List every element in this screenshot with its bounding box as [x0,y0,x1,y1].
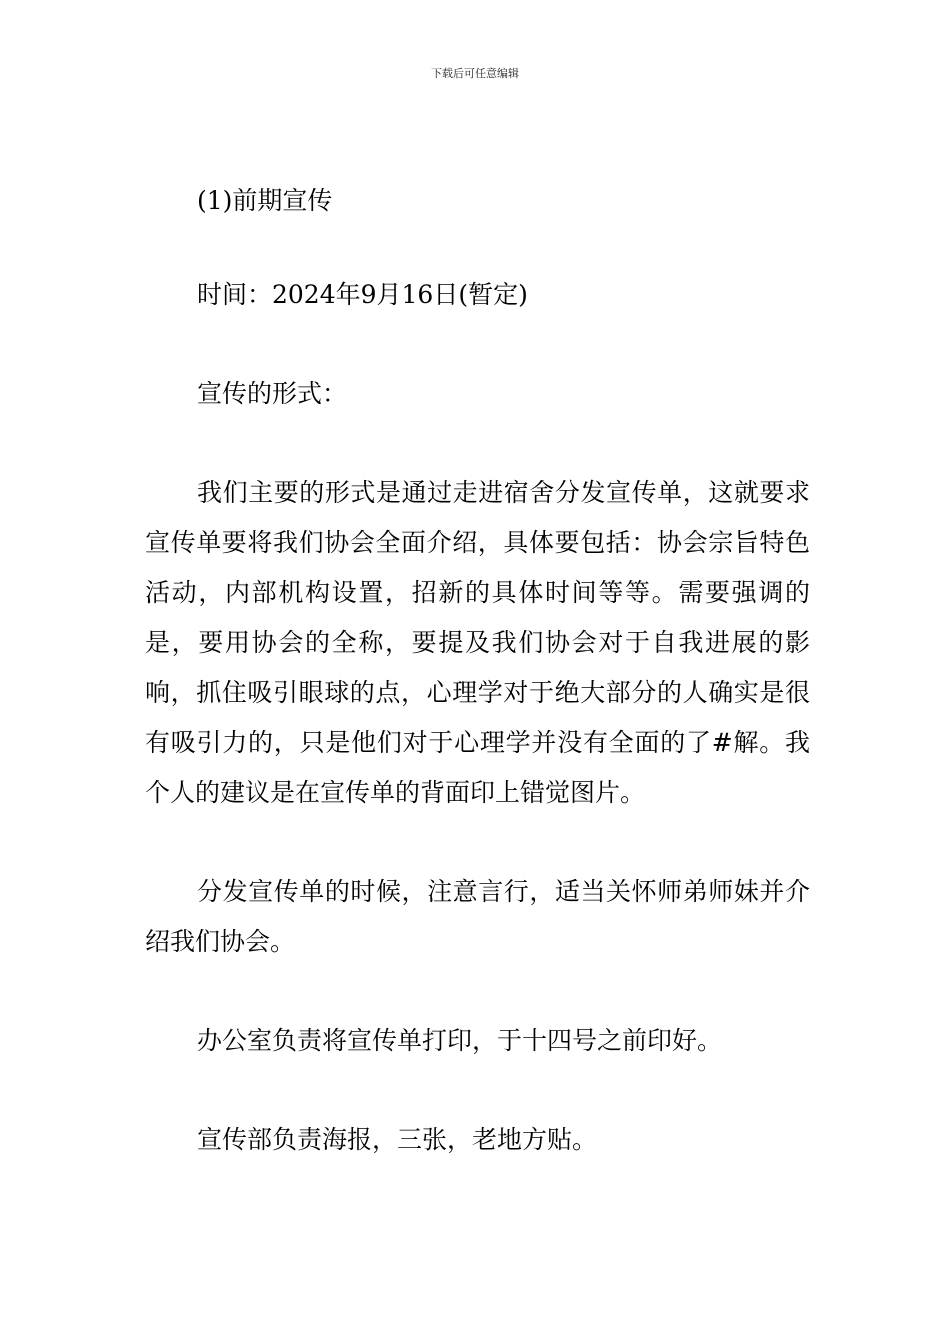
format-heading: 宣传的形式： [197,379,348,408]
publicity-task-paragraph: 宣传部负责海报，三张，老地方贴。 [197,1125,598,1154]
format-description-paragraph: 我们主要的形式是通过走进宿舍分发宣传单，这就要求宣传单要将我们协会全面介绍，具体要包括：协会宗旨特色活动，内部机构设置，招新的具体时间等等。需要强调的是，要用协会的全称，要提及我们协会对于自我进展的影响，抓住吸引眼球的点，心理学对于绝大部分的人确实是很有吸引力的，只是他们对于心理学并没有全面的了#解。我个人的建议是在宣传单的背面印上错觉图片。 [145,478,810,807]
distribution-paragraph: 分发宣传单的时候，注意言行，适当关怀师弟师妹并介绍我们协会。 [145,877,810,956]
office-task-paragraph: 办公室负责将宣传单打印，于十四号之前印好。 [197,1026,723,1055]
document-body [145,176,810,1214]
page-header-note: 下载后可任意编辑 [431,67,519,80]
section-heading: (1)前期宣传 [197,186,333,215]
time-paragraph: 时间：2024年9月16日(暂定) [197,280,528,309]
